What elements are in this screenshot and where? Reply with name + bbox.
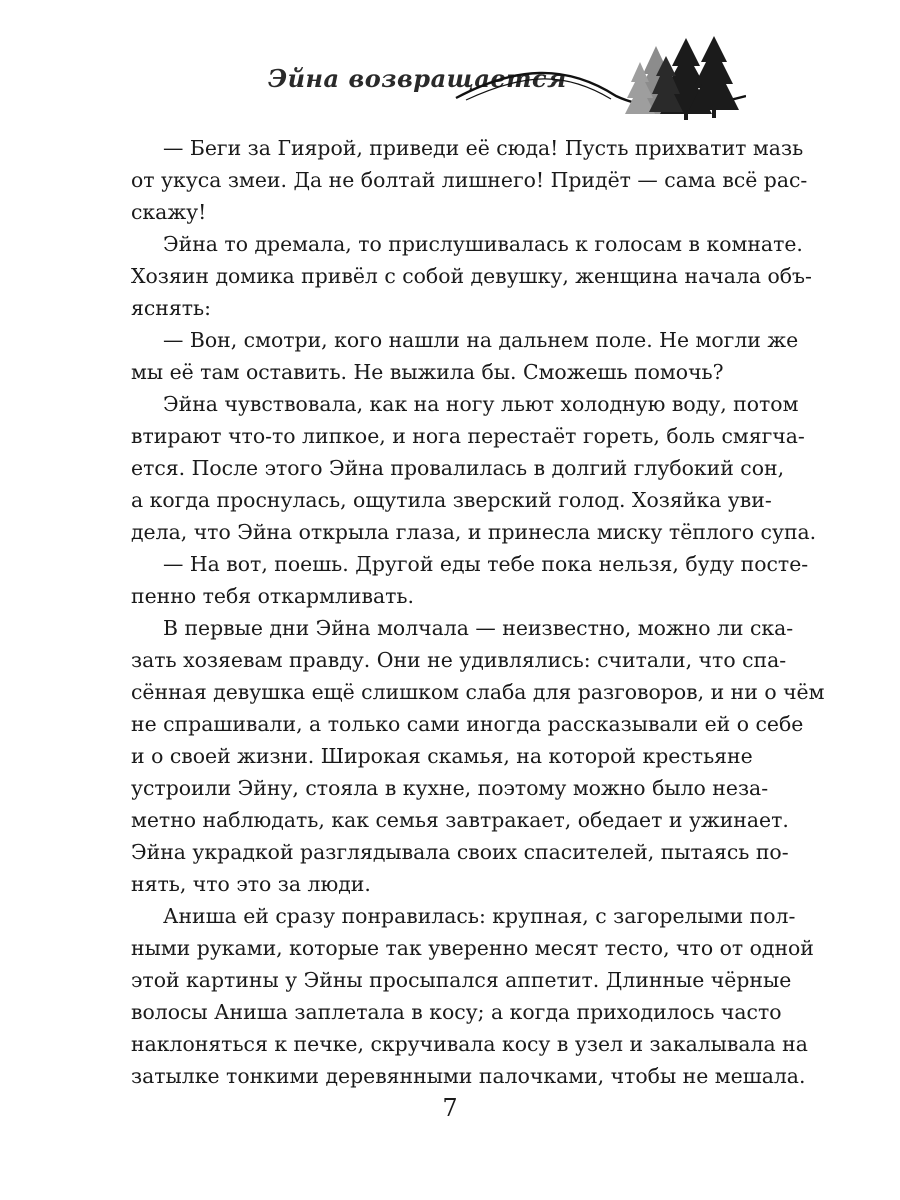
text-line: — На вот, поешь. Другой еды тебе пока нельзя, буду посте- bbox=[163, 552, 809, 576]
text-line: Аниша ей сразу понравилась: крупная, с загорелыми пол- bbox=[163, 904, 796, 928]
pine-forest-hill-icon bbox=[446, 36, 746, 126]
text-line: яснять: bbox=[131, 296, 211, 320]
text-line: ется. После этого Эйна провалилась в долгий глубокий сон, bbox=[131, 456, 785, 480]
text-line: нять, что это за люди. bbox=[131, 872, 371, 896]
text-line: затылке тонкими деревянными палочками, чтобы не мешала. bbox=[131, 1064, 806, 1088]
running-header bbox=[268, 64, 748, 116]
text-line: волосы Аниша заплетала в косу; а когда приходилось часто bbox=[131, 1000, 782, 1024]
text-line: — Беги за Гиярой, приведи её сюда! Пусть прихватит мазь bbox=[163, 136, 804, 160]
text-line: скажу! bbox=[131, 200, 207, 224]
text-line: метно наблюдать, как семья завтракает, обедает и ужинает. bbox=[131, 808, 789, 832]
text-line: сённая девушка ещё слишком слаба для разговоров, и ни о чём bbox=[131, 680, 825, 704]
text-line: Эйна чувствовала, как на ногу льют холодную воду, потом bbox=[163, 392, 799, 416]
text-line: зать хозяевам правду. Они не удивлялись: считали, что спа- bbox=[131, 648, 787, 672]
text-line: от укуса змеи. Да не болтай лишнего! Придёт — сама всё рас- bbox=[131, 168, 808, 192]
text-line: ными руками, которые так уверенно месят тесто, что от одной bbox=[131, 936, 814, 960]
text-line: а когда проснулась, ощутила зверский голод. Хозяйка уви- bbox=[131, 488, 772, 512]
body-text bbox=[131, 132, 825, 1092]
text-line: этой картины у Эйны просыпался аппетит. Длинные чёрные bbox=[131, 968, 792, 992]
text-line: Эйна то дремала, то прислушивалась к голосам в комнате. bbox=[163, 232, 803, 256]
text-line: Хозяин домика привёл с собой девушку, женщина начала объ- bbox=[131, 264, 812, 288]
text-line: втирают что-то липкое, и нога перестаёт гореть, боль смягча- bbox=[131, 424, 805, 448]
text-line: и о своей жизни. Широкая скамья, на которой крестьяне bbox=[131, 744, 753, 768]
text-line: дела, что Эйна открыла глаза, и принесла миску тёплого супа. bbox=[131, 520, 817, 544]
text-line: мы её там оставить. Не выжила бы. Сможешь помочь? bbox=[131, 360, 724, 384]
text-line: наклоняться к печке, скручивала косу в узел и закалывала на bbox=[131, 1032, 808, 1056]
text-line: не спрашивали, а только сами иногда рассказывали ей о себе bbox=[131, 712, 804, 736]
text-line: Эйна украдкой разглядывала своих спасителей, пытаясь по- bbox=[131, 840, 789, 864]
text-line: устроили Эйну, стояла в кухне, поэтому можно было неза- bbox=[131, 776, 769, 800]
text-line: — Вон, смотри, кого нашли на дальнем поле. Не могли же bbox=[163, 328, 799, 352]
text-line: пенно тебя откармливать. bbox=[131, 584, 414, 608]
running-title: Эйна возвращается bbox=[268, 64, 567, 93]
text-line: В первые дни Эйна молчала — неизвестно, можно ли ска- bbox=[163, 616, 794, 640]
page-number: 7 bbox=[442, 1094, 458, 1122]
